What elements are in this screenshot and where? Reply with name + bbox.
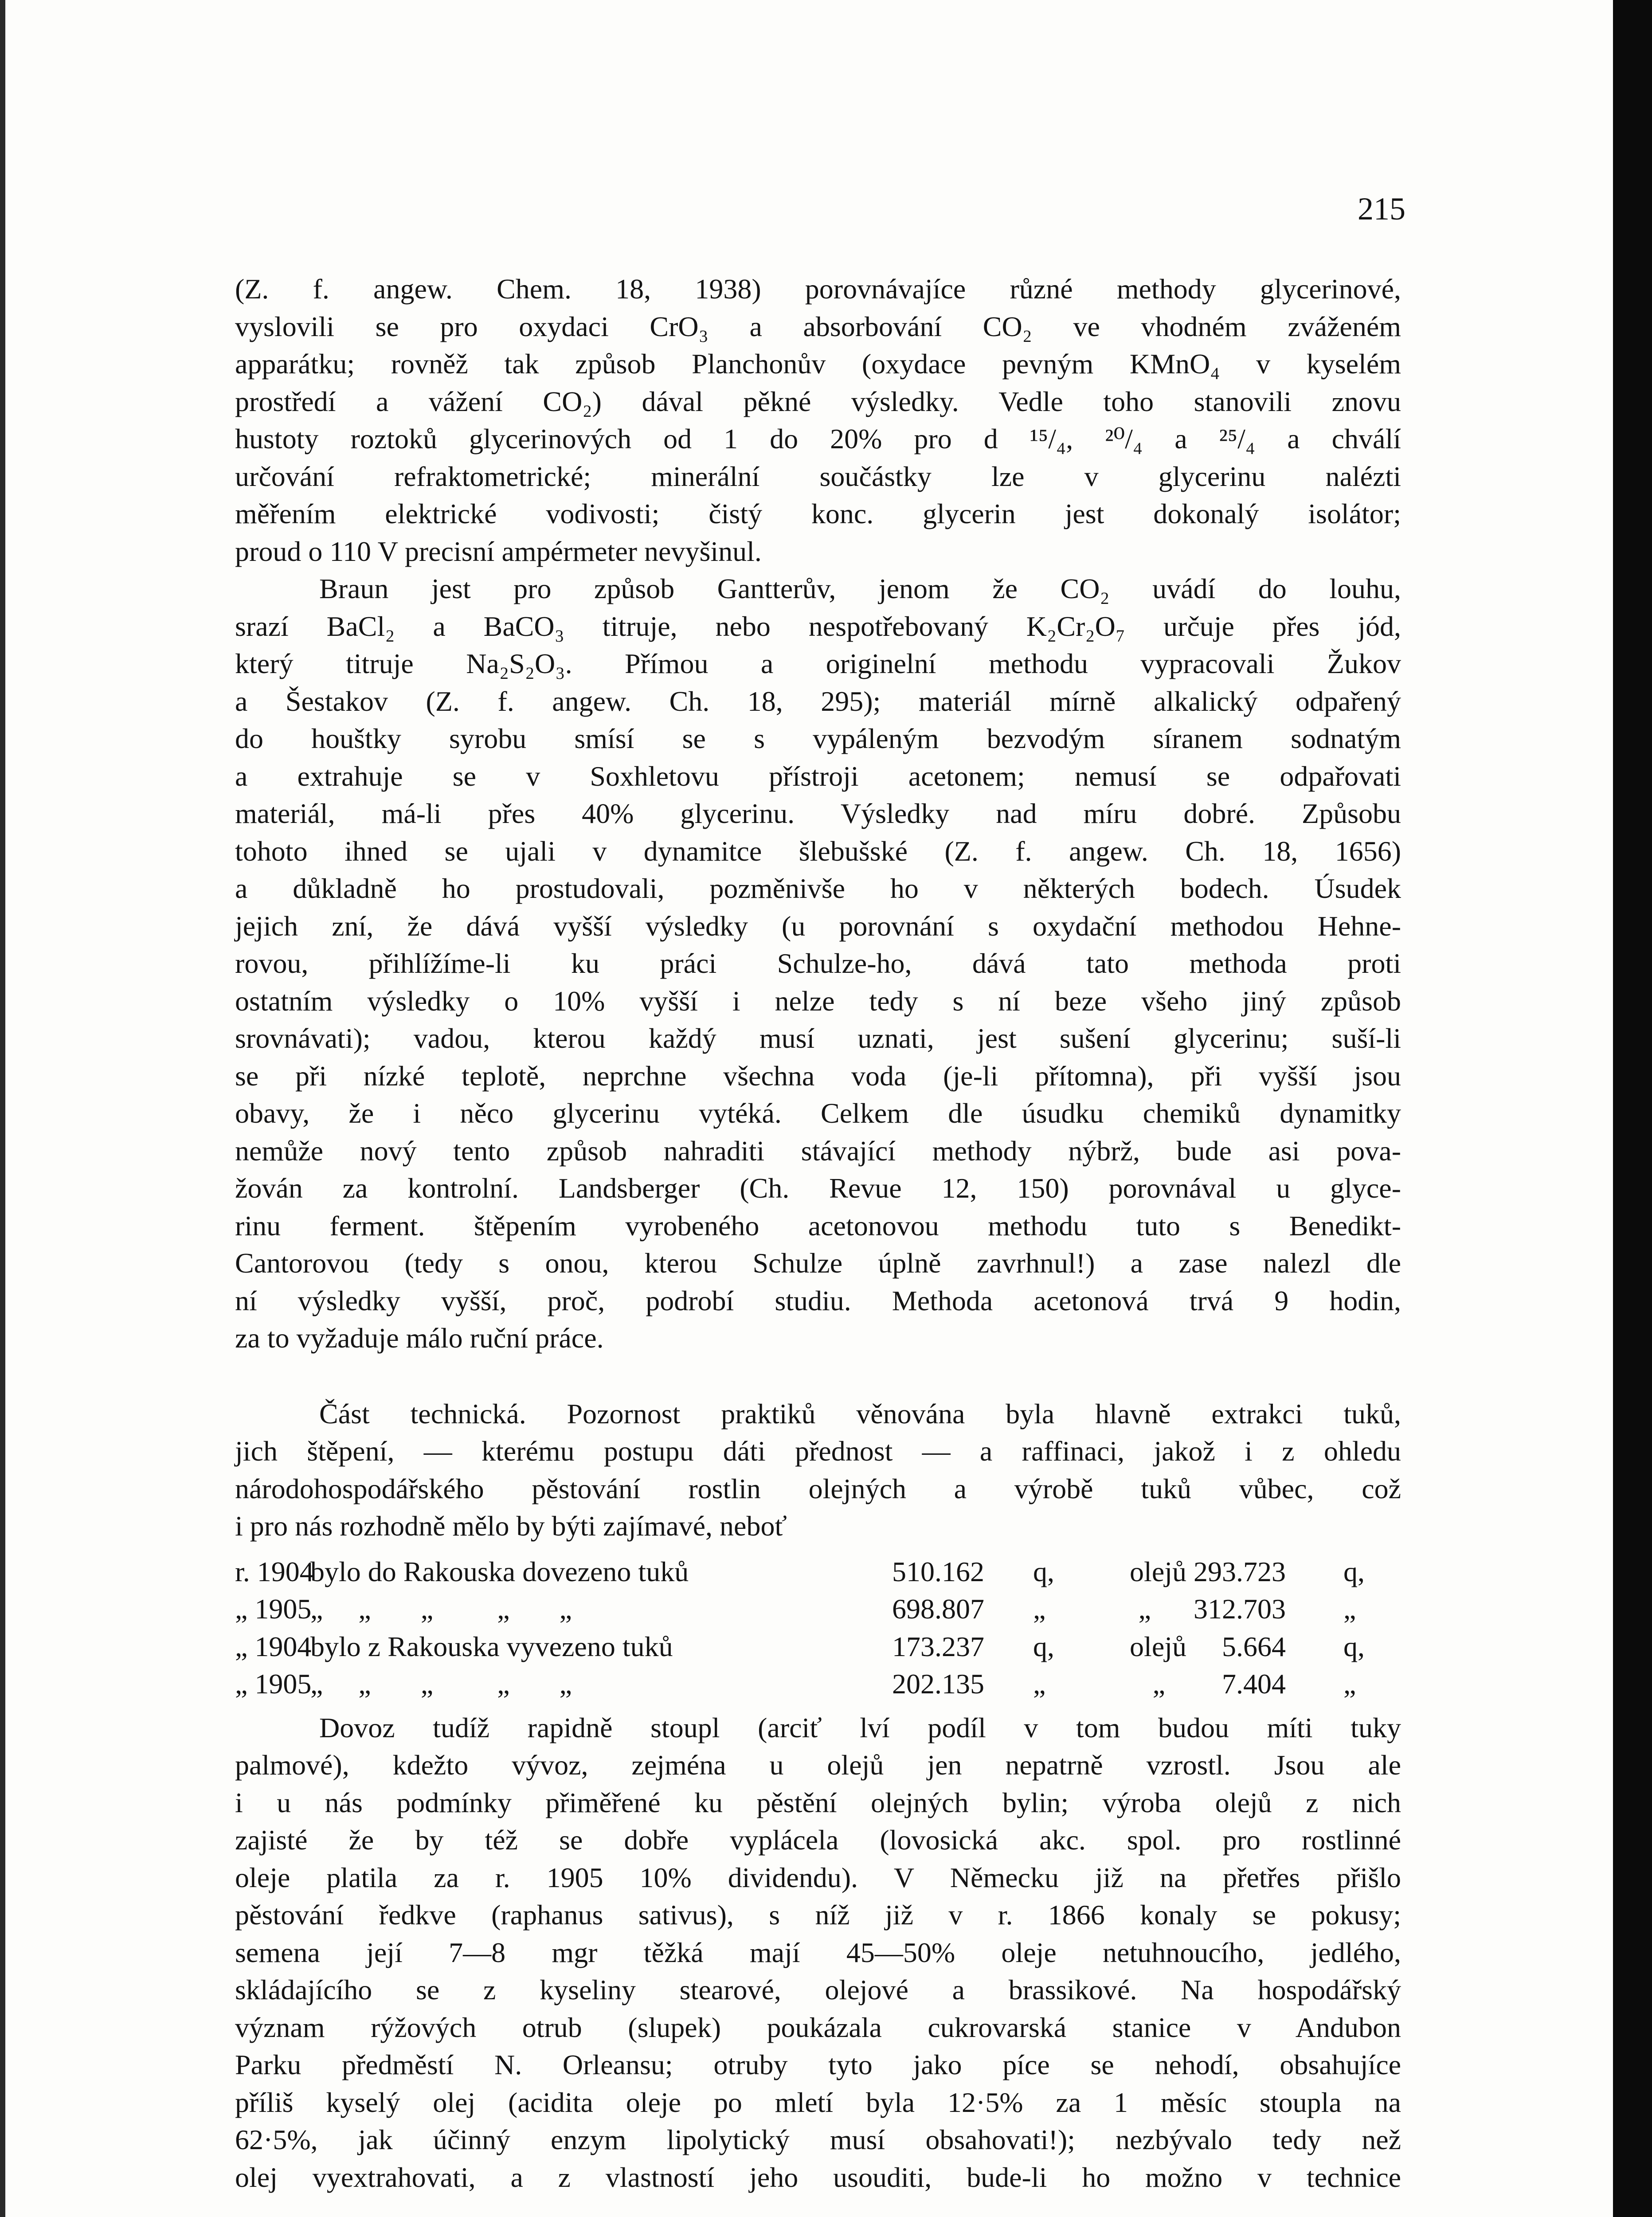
paragraph-technical-part [235,1395,1401,1508]
text-line: rinu ferment. štěpením vyrobeného acetonovou methodu tuto s Benedikt- [235,1210,1401,1242]
text-line: a Šestakov (Z. f. angew. Ch. 18, 295); materiál mírně alkalický odpařený [235,685,1401,717]
scan-edge-right [1613,0,1652,2217]
table-cell-oils-value [1077,1553,1286,1591]
table-row [235,1628,1401,1666]
table-cell-oils-value [1077,1590,1286,1628]
text-line: (Z. f. angew. Chem. 18, 1938) porovnávajíce různé methody glycerinové, [235,273,1401,305]
text-line: rovou, přihlížíme-li ku práci Schulze-ho, dává tato methoda proti [235,948,1401,979]
text-line: Braun jest pro způsob Gantterův, jenom že CO₂ uvádí do louhu, [319,573,1401,604]
text-line: i u nás podmínky přiměřené ku pěstění olejných bylin; výroba olejů z nich [235,1786,1401,1818]
text-line: semena její 7—8 mgr těžká mají 45—50% oleje netuhnoucího, jedlého, [235,1936,1401,1968]
text-line: srovnávati); vadou, kterou každý musí uznati, jest sušení glycerinu; suší-li [235,1022,1401,1054]
text-line: se při nízké teplotě, neprchne všechna voda (je-li přítomna), při vyšší jsou [235,1060,1401,1092]
text-line: pěstování ředkve (raphanus sativus), s níž již v r. 1866 konaly se pokusy; [235,1899,1401,1931]
text-line: příliš kyselý olej (acidita oleje po mletí byla 12·5% za 1 měsíc stoupla na [235,2086,1401,2118]
text-line: apparátku; rovněž tak způsob Planchonův (oxydace pevným KMnO₄ v kyselém [235,348,1401,380]
table-cell-oils-unit: q, [1343,1630,1365,1662]
import-export-table [235,1553,1401,1703]
table-cell-oils-value [1077,1628,1286,1666]
table-cell-fats-unit: q, [1033,1555,1054,1587]
table-cell-oils-label: olejů [1130,1630,1186,1662]
table-row [235,1665,1401,1703]
table-cell-oils-value [1077,1665,1286,1703]
text-line: 62·5%, jak účinný enzym lipolytický musí obsahovati!); nezbývalo tedy než [235,2124,1401,2155]
table-cell-oils-label: „ [1138,1593,1151,1625]
table-cell-description: „ „ „ „ „ [310,1668,572,1700]
text-line: srazí BaCl₂ a BaCO₃ titruje, nebo nespotřebovaný K₂Cr₂O₇ určuje přes jód, [235,610,1401,642]
text-line: skládajícího se z kyseliny stearové, olejové a brassikové. Na hospodářský [235,1974,1401,2005]
text-line: určování refraktometrické; minerální součástky lze v glycerinu nalézti [235,460,1401,492]
page-number: 215 [1358,191,1405,227]
table-cell-fats-unit: „ [1033,1668,1046,1700]
paragraph-glycerin-methods [235,270,1401,533]
table-cell-year: r. 1904 [235,1555,314,1587]
table-cell-fats-unit: q, [1033,1630,1054,1662]
table-cell-year: „ 1905 [235,1668,312,1700]
table-cell-oils-label: „ [1152,1668,1165,1700]
text-line: olej vyextrahovati, a z vlastností jeho usouditi, bude-li ho možno v technice [235,2161,1401,2193]
text-line: který titruje Na₂S₂O₃. Přímou a originelní methodu vypracovali Žukov [235,648,1401,679]
text-line: Dovoz tudíž rapidně stoupl (arciť lví podíl v tom budou míti tuky [319,1712,1401,1743]
page-body [235,270,1401,2196]
text-line-last: proud o 110 V precisní ampérmeter nevyšinul. [235,535,762,567]
text-line: Parku předměstí N. Orleansu; otruby tyto jako píce se nehodí, obsahujíce [235,2049,1401,2080]
text-line-last: i pro nás rozhodně mělo by býti zajímavé, neboť [235,1510,787,1542]
scan-edge-left [0,0,5,2217]
table-row [235,1553,1401,1591]
paragraph-import-growth [235,1709,1401,2197]
table-cell-year: „ 1904 [235,1630,312,1662]
text-line: Cantorovou (tedy s onou, kterou Schulze úplně zavrhnul!) a zase nalezl dle [235,1247,1401,1279]
table-cell-oils-unit: q, [1343,1555,1365,1587]
text-line: vyslovili se pro oxydaci CrO₃ a absorbování CO₂ ve vhodném zváženém [235,310,1401,342]
oils-number: 7.404 [1222,1668,1286,1700]
table-cell-oils-unit: „ [1343,1668,1356,1700]
text-line: Část technická. Pozornost praktiků věnována byla hlavně extrakci tuků, [319,1398,1401,1430]
table-cell-description: bylo do Rakouska dovezeno tuků [310,1555,689,1587]
text-line: zajisté že by též se dobře vyplácela (lovosická akc. spol. pro rostlinné [235,1824,1401,1856]
text-line: význam rýžových otrub (slupek) poukázala cukrovarská stanice v Andubon [235,2011,1401,2043]
text-line: jich štěpení, — kterému postupu dáti přednost — a raffinaci, jakož i z ohledu [235,1435,1401,1467]
text-line: měřením elektrické vodivosti; čistý konc. glycerin jest dokonalý isolátor; [235,498,1401,529]
table-cell-description: „ „ „ „ „ [310,1593,572,1625]
text-line: oleje platila za r. 1905 10% dividendu). V Německu již na přetřes přišlo [235,1861,1401,1893]
text-line: jejich zní, že dává vyšší výsledky (u porovnání s oxydační methodou Hehne- [235,910,1401,942]
text-line: žován za kontrolní. Landsberger (Ch. Revue 12, 150) porovnával u glyce- [235,1172,1401,1204]
text-line: ostatním výsledky o 10% vyšší i nelze tedy s ní beze všeho jiný způsob [235,985,1401,1017]
text-line: do houštky syrobu smísí se s vypáleným bezvodým síranem sodnatým [235,723,1401,754]
oils-number: 293.723 [1194,1555,1286,1587]
table-cell-description: bylo z Rakouska vyvezeno tuků [310,1630,673,1662]
oils-number: 312.703 [1194,1593,1286,1625]
text-line: palmové), kdežto vývoz, zejména u olejů jen nepatrně vzrostl. Jsou ale [235,1749,1401,1781]
text-line: národohospodářského pěstování rostlin olejných a výrobě tuků vůbec, což [235,1473,1401,1504]
text-line: materiál, má-li přes 40% glycerinu. Výsledky nad míru dobré. Způsobu [235,798,1401,829]
text-line: hustoty roztoků glycerinových od 1 do 20% pro d ¹⁵/₄, ²⁰/₄ a ²⁵/₄ a chválí [235,423,1401,454]
text-line: obavy, že i něco glycerinu vytéká. Celkem dle úsudku chemiků dynamitky [235,1097,1401,1129]
text-line: nemůže nový tento způsob nahraditi stávající methody nýbrž, bude asi pova- [235,1135,1401,1167]
paragraph-braun [235,570,1401,1320]
text-line: prostředí a vážení CO₂) dával pěkné výsledky. Vedle toho stanovili znovu [235,385,1401,417]
text-line: tohoto ihned se ujali v dynamitce šlebušské (Z. f. angew. Ch. 18, 1656) [235,835,1401,867]
table-cell-fats-value: 202.135 [892,1668,984,1700]
table-cell-fats-value: 510.162 [892,1555,984,1587]
text-line: a extrahuje se v Soxhletovu přístroji acetonem; nemusí se odpařovati [235,760,1401,792]
table-row [235,1590,1401,1628]
text-line: a důkladně ho prostudovali, pozměnivše ho v některých bodech. Úsudek [235,873,1401,904]
table-cell-fats-unit: „ [1033,1593,1046,1625]
oils-number: 5.664 [1222,1630,1286,1662]
table-cell-fats-value: 173.237 [892,1630,984,1662]
table-cell-year: „ 1905 [235,1593,312,1625]
table-cell-fats-value: 698.807 [892,1593,984,1625]
table-cell-oils-unit: „ [1343,1593,1356,1625]
text-line-last: za to vyžaduje málo ruční práce. [235,1322,604,1354]
table-cell-oils-label: olejů [1130,1555,1186,1587]
text-line: ní výsledky vyšší, proč, podrobí studiu. Methoda acetonová trvá 9 hodin, [235,1285,1401,1316]
